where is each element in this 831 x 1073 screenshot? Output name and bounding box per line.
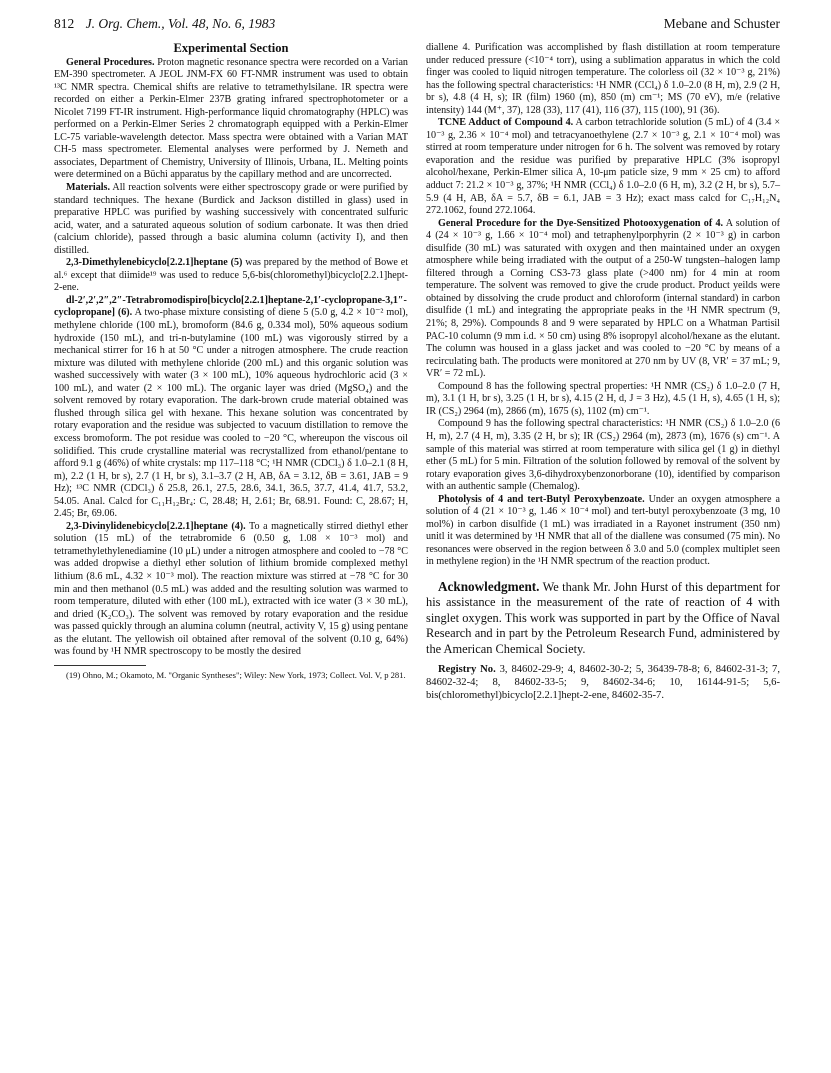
header-authors: Mebane and Schuster	[663, 16, 780, 31]
dimethylene-text: was prepared by the method of Bowe et al.⁶ except that diimide¹⁹ was used to reduce 5,6-bis(chloromethyl)bicyclo[2.2.1]hept-2-ene.	[54, 257, 409, 294]
acknowledgment-paragraph	[426, 579, 780, 658]
left-column	[54, 42, 408, 681]
dimethylene-heading: 2,3-Dimethylenebicyclo[2.2.1]heptane (5)	[66, 257, 243, 269]
photolysis-paragraph	[426, 494, 780, 569]
registry-paragraph	[426, 663, 780, 702]
divinylidene-text: To a magnetically stirred diethyl ether solution (15 mL) of the tetrabromide 6 (0.50 g, 1.08 × 10⁻³ mol) and tetramethylethylenediamine (10 μL) under a nitrogen atmosphere and cooled to −78 °C was added dropwise a diethyl ether solution of lithium bromide complexed methyl lithium (8.6 mL, 4.32 × 10⁻³ mol). The reaction mixture was stirred at −78 °C for 30 min and then methanol (0.5 mL) was added and the resulting solution was warmed to room temperature, diluted with ether (100 mL), extracted with ice water (3 × 30 mL), and dried (K₂CO₃). The solvent was removed by rotary evaporation and the residue was passed quickly through an alumina column (neutral, activity V, 15 g) using pentane as the elutant. The yellowish oil obtained after removal of the solvent (0.10 g, 64%) was found by ¹H NMR spectroscopy to be mostly the desired	[54, 520, 408, 658]
header-left	[54, 16, 275, 32]
journal-citation: J. Org. Chem., Vol. 48, No. 6, 1983	[85, 16, 276, 31]
acknowledgment-text: We thank Mr. John Hurst of this department for his assistance in the measurement of the rate of reaction of 4 with singlet oxygen. This work was supported in part by the Office of Naval Research and in part by the Petroleum Research Fund, administered by the American Chemical Society.	[426, 579, 780, 656]
tcne-text: A carbon tetrachloride solution (5 mL) of 4 (3.4 × 10⁻³ g, 2.36 × 10⁻⁴ mol) and tetracyanoethylene (2.7 × 10⁻³ g, 2.1 × 10⁻⁴ mol) was stirred at room temperature under nitrogen for 6 h. The solvent was removed by rotary evaporation and the residue was purified by preparative HPLC (3% isopropyl alcohol/hexane, Perkin-Elmer silica A, 10-μm paticle size, 9 mm × 25 cm) to afford adduct 7: 21.2 × 10⁻³ g, 37%; ¹H NMR (CCl₄) δ 1.0–2.0 (6 H, m), 3.2 (2 H, br s), 5.7–5.9 (4 H, AB, δA = 5.7, δB = 6.1, JAB = 3 Hz); exact mass calcd for C₁₇H₁₂N₄ 272.1062, found 272.1064.	[426, 117, 781, 217]
photooxygenation-text: A solution of 4 (24 × 10⁻³ g, 1.66 × 10⁻⁴ mol) and tetraphenylporphyrin (2 × 10⁻³ g) in carbon disulfide (30 mL) was saturated with oxygen and then maintained under an oxygen atmosphere while being irradiated with the output of a 250-W tungsten–halogen lamp filtered through a Corning CS3-73 glass plate (>400 nm) for 4 min at room temperature. The solvent was removed to give the crude product. Product yeilds were obtained by dissolving the crude product and chloroform (internal standard) in carbon disulfide (1 mL) and integrating the appropriate peaks in the ¹H NMR spectrum (9, 21%; 8, 29%). Compounds 8 and 9 were separated by HPLC on a Whatman Partisil PAC-10 column (9 mm i.d. × 50 cm) using 8% isopropyl alcohol/hexane as the elutant. The column was housed in a glass jacket and was cooled to −20 °C by means of a recirculating bath. The products were monitored at 270 nm by UV (8, VR′ = 37 mL; 9, VR′ = 72 mL).	[426, 217, 781, 380]
registry-heading: Registry No.	[438, 664, 496, 676]
right-column	[426, 42, 780, 702]
general-procedures-heading: General Procedures.	[66, 56, 155, 68]
general-procedures-text: Proton magnetic resonance spectra were recorded on a Varian EM-390 spectrometer. A JEOL JNM-FX 60 FT-NMR instrument was used to obtain ¹³C NMR spectra. Chemical shifts are relative to tetramethylsilane. IR spectra were recorded on either a Perkin-Elmer 237B grating infrared spectrophotometer or a Nicolet 7199 FT-IR instrument. High-performance liquid chromatography (HPLC) was performed on a Perkin-Elmer Series 2 chromatograph equipped with a Perkin-Elmer LC-75 variable-wavelength detector. Mass spectra were obtained with a Varian MAT CH-5 mass spectrometer. Elemental analyses were performed by J. Nemeth and associates, Department of Chemistry, University of Illinois, Urbana, IL. Melting points were determined on a Büchi apparatus by the capillary method and are uncorrected.	[54, 56, 408, 181]
materials-text: All reaction solvents were either spectroscopy grade or were purified by standard techniques. The hexane (Burdick and Jackson distilled in glass) used in preparative HPLC was purified by washing successively with concentrated sulfuric acid, water, and a saturated aqueous solution of sodium carbonate. It was then dried (calcium chloride), passed through a basic alumina column (activity I), and then distilled.	[54, 182, 408, 256]
dimethylene-paragraph	[54, 257, 408, 295]
photooxygenation-paragraph	[426, 218, 780, 381]
photolysis-heading: Photolysis of 4 and tert-Butyl Peroxybenzoate.	[438, 493, 645, 505]
photolysis-text: Under an oxygen atmosphere a solution of 4 (21 × 10⁻³ g, 1.46 × 10⁻⁴ mol) and tert-butyl peroxybenzoate (3 mg, 10 mol%) in carbon disulfide (1 mL) was irradiated in a Rayonet instrument (350 nm) unitl it was determined by ¹H NMR that all of the diallene was consumed (75 min). No resonances were observed in the region between δ 3.0 and 5.0 (complex multiplet seen in methylene region) in the ¹H NMR spectrum of the reaction product.	[426, 493, 780, 568]
footnote-rule	[54, 665, 146, 666]
tcne-heading: TCNE Adduct of Compound 4.	[438, 117, 574, 129]
footnote: (19) Ohno, M.; Okamoto, M. "Organic Syntheses"; Wiley: New York, 1973; Collect. Vol. V, p 281.	[66, 669, 406, 680]
page-header	[54, 16, 780, 36]
materials-paragraph	[54, 182, 408, 257]
section-title: Experimental Section	[173, 41, 289, 55]
continuation-paragraph: diallene 4. Purification was accomplished by flash distillation at room temperature under reduced pressure (<10⁻⁴ torr), using a sublimation apparatus in which the cold finger was cooled to liquid nitrogen temperature. The colorless oil (32 × 10⁻³ g, 21%) has the following spectral characteristics: ¹H NMR (CCl₄) δ 1.0–2.0 (8 H, m), 2.9 (2 H, br s), 4.8 (4 H, s); IR (film) 1960 (m), 850 (m) cm⁻¹; MS (70 eV), m/e (relative intensity) 144 (M⁺, 37), 128 (33), 117 (41), 116 (37), 115 (100), 91 (36).	[426, 42, 780, 116]
photooxygenation-heading: General Procedure for the Dye-Sensitized Photooxygenation of 4.	[438, 217, 724, 229]
general-procedures-paragraph	[54, 57, 408, 182]
tetrabromo-heading: dl-2′,2′,2″,2″-Tetrabromodispiro[bicyclo[2.2.1]heptane-2,1′-cyclopropane-3,1″-cyclopropane] (6).	[54, 294, 407, 319]
divinylidene-paragraph	[54, 521, 408, 659]
page-number: 812	[54, 16, 75, 31]
tetrabromo-paragraph	[54, 295, 408, 521]
tcne-paragraph	[426, 117, 780, 217]
compound9-paragraph: Compound 9 has the following spectral characteristics: ¹H NMR (CS₂) δ 1.0–2.0 (6 H, m), 2.7 (4 H, m), 3.35 (2 H, br s); IR (CS₂) 2964 (m), 2873 (m), 1676 (s) cm⁻¹. A sample of this material was stirred at room temperature with silica gel (1 g) in diethyl ether (5 mL) for 5 min. Filtration of the solution followed by removal of the solvent by rotary evaporation gives 3,6-dihydroxybenzonorborane (10), identified by comparison with an authentic sample (Chemalog).	[426, 418, 780, 493]
acknowledgment-heading: Acknowledgment.	[438, 578, 540, 594]
materials-heading: Materials.	[66, 182, 111, 194]
divinylidene-heading: 2,3-Divinylidenebicyclo[2.2.1]heptane (4).	[66, 520, 246, 532]
compound8-paragraph: Compound 8 has the following spectral properties: ¹H NMR (CS₂) δ 1.0–2.0 (7 H, m), 3.1 (1 H, br s), 3.25 (1 H, br s), 4.15 (2 H, d, J = 3 Hz), 4.5 (1 H, s), 4.65 (1 H, s); IR (CS₂) 2964 (m), 2866 (m), 1675 (s), 1102 (m) cm⁻¹.	[426, 380, 780, 417]
registry-text: 3, 84602-29-9; 4, 84602-30-2; 5, 36439-78-8; 6, 84602-31-3; 7, 84602-32-4; 8, 84602-33-5; 9, 84602-34-6; 10, 16144-91-5; 5,6-bis(chloromethyl)bicyclo[2.2.1]hept-2-ene, 84602-35-7.	[426, 664, 780, 702]
tetrabromo-text: A two-phase mixture consisting of diene 5 (5.0 g, 4.2 × 10⁻² mol), methylene chloride (100 mL), bromoform (84.6 g, 0.334 mol), 50% aqueous sodium hydroxide (150 mL), and tri-n-butylamine (100 mL) was vigorously stirred by a mechanical stirrer for 16 h at 50 °C under a nitrogen atmosphere. The crude reaction mixture was diluted with methylene chloride (200 mL) and this organic solution was washed successively with water (3 × 100 mL), 10% aqueous hydrochloric acid (3 × 100 mL), and water (2 × 100 mL). The organic layer was dried (MgSO₄) and the solvent removed by rotary evaporation. The dark-brown crude material obtained was flushed through silica gel with hexane. This hexane solution was concentrated by rotary evaporation and the residue was subjected to vacuum distillation to remove the excess bromoform. The pot residue was cooled to −20 °C, whereupon the viscous oil solidified. This crude crystalline material was recrystallized from ethanol/pentane to afford 9.1 g (46%) of white crystals: mp 117–118 °C; ¹H NMR (CDCl₃) δ 1.0–2.1 (8 H, m), 2.2 (1 H, br s), 2.7 (1 H, br s), 3.1–3.7 (2 H, AB, δA = 3.12, δB = 3.61, JAB = 9 Hz); ¹³C NMR (CDCl₃) δ 25.8, 26.1, 27.5, 28.6, 34.1, 36.5, 37.7, 41.4, 41.7, 53.2, 54.05. Anal. Calcd for C₁₁H₁₂Br₄: C, 28.48; H, 2.61; Br, 68.91. Found: C, 28.67; H, 2.45; Br, 69.06.	[54, 307, 409, 520]
